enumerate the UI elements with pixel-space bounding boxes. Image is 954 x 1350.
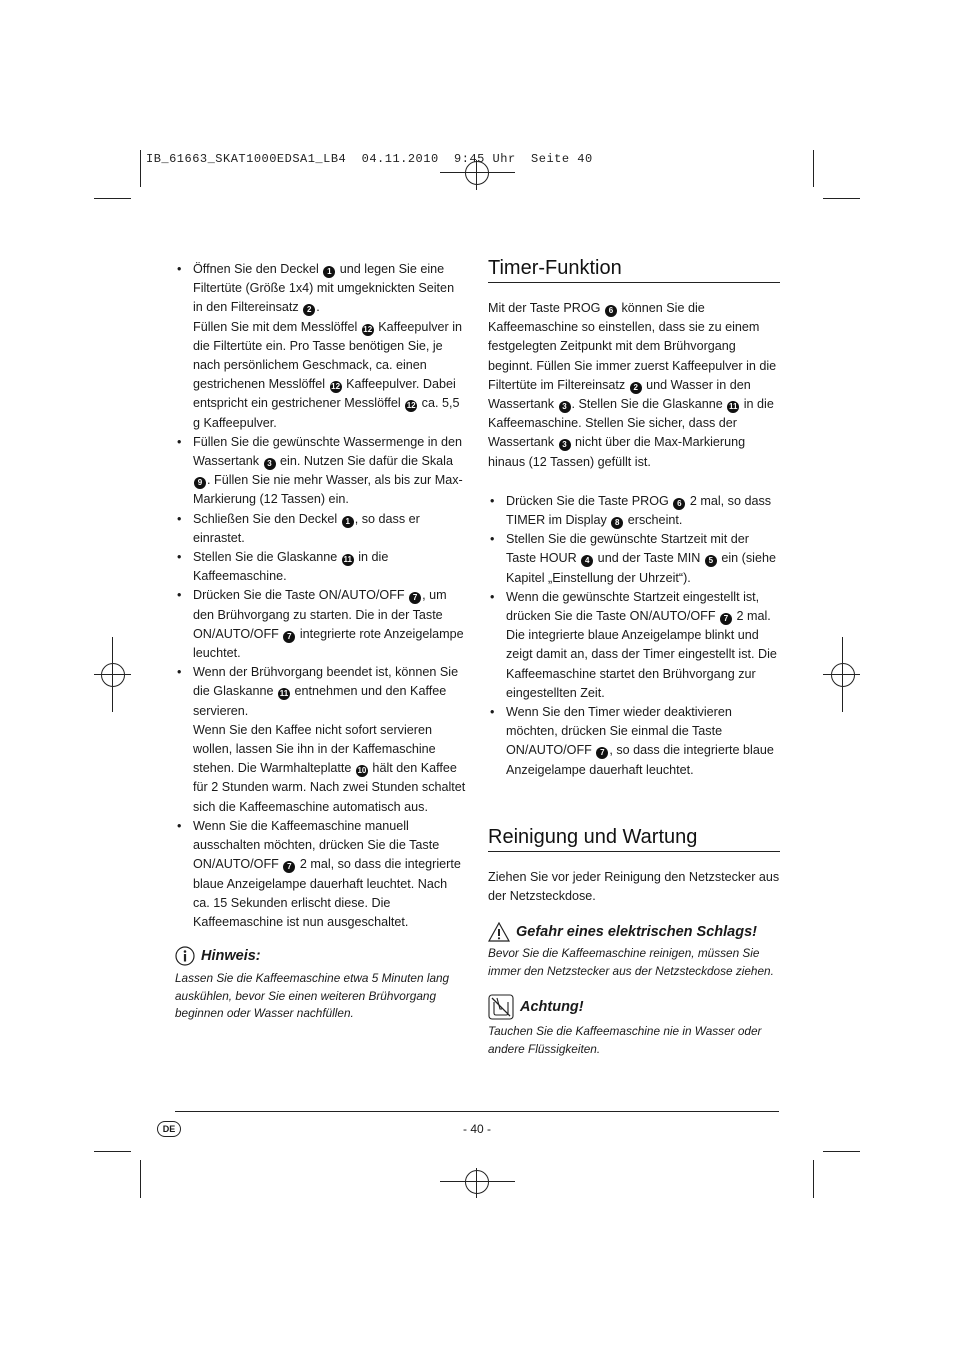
reference-number: 1 (323, 266, 335, 278)
reference-number: 1 (342, 516, 354, 528)
crop-mark (140, 150, 141, 187)
print-header: IB_61663_SKAT1000EDSA1_LB4 04.11.2010 9:45 Uhr Seite 40 (146, 152, 593, 166)
hinweis-title: Hinweis: (175, 946, 467, 966)
reference-number: 3 (559, 401, 571, 413)
list-item: • Wenn Sie die Kaffeemaschine manuell ausschalten möchten, drücken Sie die Taste ON/AUTO/OFF 7 2 mal, so dass die integrierte blaue Anzeigelampe dauerhaft leuchtet. Nach ca. 15 Sekunden erlischt diese. Die Kaffeemaschine ist nun ausgeschaltet. (175, 817, 467, 932)
list-item: • Stellen Sie die Glaskanne 11 in die Kaffeemaschine. (175, 548, 467, 586)
reference-number: 12 (406, 401, 416, 411)
reference-number: 7 (720, 613, 732, 625)
reference-number: 6 (605, 305, 617, 317)
list-item: • Stellen Sie die gewünschte Startzeit mit der Taste HOUR 4 und der Taste MIN 5 ein (siehe Kapitel „Einstellung der Uhrzeit“). (488, 530, 780, 588)
list-item: • Füllen Sie die gewünschte Wassermenge in den Wassertank 3 ein. Nutzen Sie dafür die Skala 9 . Füllen Sie nie mehr Wasser, als bis zur Max-Markierung (12 Tassen) ein. (175, 433, 467, 510)
warning-text: Bevor Sie die Kaffeemaschine reinigen, müssen Sie immer den Netzstecker aus der Netzsteckdose ziehen. (488, 946, 774, 978)
hinweis-text: Lassen Sie die Kaffeemaschine etwa 5 Minuten lang auskühlen, bevor Sie einen weiteren Brühvorgang beginnen oder Wasser nachfüllen. (175, 971, 450, 1021)
reference-number: 11 (343, 555, 352, 565)
list-item: • Drücken Sie die Taste PROG 6 2 mal, so dass TIMER im Display 8 erscheint. (488, 492, 780, 530)
list-item: • Schließen Sie den Deckel 1 , so dass er einrastet. (175, 510, 467, 548)
crop-mark (823, 198, 860, 199)
reference-number: 8 (611, 517, 623, 529)
list-item: • Wenn die gewünschte Startzeit eingestellt ist, drücken Sie die Taste ON/AUTO/OFF 7 2 mal. Die integrierte blaue Anzeigelampe blinkt und zeigt damit an, dass der Timer eingestellt ist. Die Kaffeemaschine startet den Brühvorgang zur eingestellten Zeit. (488, 588, 780, 703)
reference-number: 2 (630, 382, 642, 394)
reference-number: 12 (331, 382, 341, 392)
crop-mark (813, 1160, 814, 1198)
warning-triangle-icon (488, 922, 510, 942)
reference-number: 4 (581, 555, 593, 567)
reference-number: 5 (705, 555, 717, 567)
timer-intro: Mit der Taste PROG 6 können Sie die Kaffeemaschine so einstellen, dass sie zu einem festgelegten Zeitpunkt mit dem Brühvorgang beginnt. Füllen Sie immer zuerst Kaffeepulver in die Filtertüte im Filtereinsatz 2 und Wasser in den Wassertank 3 . Stellen Sie die Glaskanne 11 in die Kaffeemaschine. Stellen Sie sicher, dass der Wassertank 3 nicht über die Max-Markierung hinaus (12 Tassen) gefüllt ist. (488, 301, 777, 469)
list-item-continuation: Wenn Sie den Kaffee nicht sofort servieren wollen, lassen Sie ihn in der Kaffemaschine stehen. Die Warmhalteplatte 10 hält den Kaffee für 2 Stunden warm. Nach zwei Stunden schaltet sich die Kaffeemaschine automatisch aus. (193, 722, 466, 814)
footer-divider (175, 1111, 779, 1112)
reference-number: 10 (357, 766, 367, 776)
crop-mark (823, 1151, 860, 1152)
caution-title: Achtung! (488, 994, 780, 1020)
registration-circle (101, 663, 125, 687)
timer-steps-list (488, 492, 780, 780)
registration-circle (465, 1170, 489, 1194)
reference-number: 2 (303, 304, 315, 316)
no-water-immersion-icon (488, 994, 514, 1020)
info-icon (175, 946, 195, 966)
list-item: • Öffnen Sie den Deckel 1 und legen Sie eine Filtertüte (Größe 1x4) mit umgeknickten Seiten in den Filtereinsatz 2 . Füllen Sie mit dem Messlöffel 12 Kaffeepulver in die Filtertüte ein. Pro Tasse benötigen Sie, je nach persönlichem Geschmack, ca. einen gestrichenen Messlöffel 12 Kaffeepulver. Dabei entspricht ein gestrichener Messlöffel 12 ca. 5,5 g Kaffeepulver. (175, 260, 467, 433)
crop-mark (813, 150, 814, 187)
list-item: • Drücken Sie die Taste ON/AUTO/OFF 7 , um den Brühvorgang zu starten. Die in der Taste ON/AUTO/OFF 7 integrierte rote Anzeigelampe leuchtet. (175, 586, 467, 663)
reference-number: 9 (194, 477, 206, 489)
reference-number: 12 (363, 324, 373, 334)
reference-number: 7 (596, 747, 608, 759)
warning-title: Gefahr eines elektrischen Schlags! (488, 922, 780, 942)
reference-number: 3 (264, 458, 276, 470)
reference-number: 7 (283, 631, 295, 643)
caution-text: Tauchen Sie die Kaffeemaschine nie in Wasser oder andere Flüssigkeiten. (488, 1024, 762, 1056)
page-number: - 40 - (462, 1122, 491, 1136)
crop-mark (94, 1151, 131, 1152)
list-item: • Wenn Sie den Timer wieder deaktivieren möchten, drücken Sie einmal die Taste ON/AUTO/OFF 7 , so dass die integrierte blaue Anzeigelampe dauerhaft leuchtet. (488, 703, 780, 780)
cleaning-intro: Ziehen Sie vor jeder Reinigung den Netzstecker aus der Netzsteckdose. (488, 869, 780, 904)
crop-mark (140, 1160, 141, 1198)
reference-number: 7 (283, 861, 295, 873)
section-title-cleaning: Reinigung und Wartung (488, 824, 780, 852)
reference-number: 11 (729, 402, 738, 412)
list-item: • Wenn der Brühvorgang beendet ist, können Sie die Glaskanne 11 entnehmen und den Kaffee servieren. Wenn Sie den Kaffee nicht sofort servieren wollen, lassen Sie ihn in der Kaffemaschine stehen. Die Warmhalteplatte 10 hält den Kaffee für 2 Stunden warm. Nach zwei Stunden schaltet sich die Kaffeemaschine automatisch aus. (175, 663, 467, 817)
reference-number: 7 (409, 592, 421, 604)
registration-circle (831, 663, 855, 687)
crop-mark (94, 198, 131, 199)
right-column (488, 255, 780, 1058)
list-item-continuation: Füllen Sie mit dem Messlöffel 12 Kaffeepulver in die Filtertüte ein. Pro Tasse benötigen Sie, je nach persönlichem Geschmack, ca. einen gestrichenen Messlöffel 12 Kaffeepulver. Dabei entspricht ein gestrichener Messlöffel 12 ca. 5,5 g Kaffeepulver. (193, 319, 463, 430)
reference-number: 3 (559, 439, 571, 451)
left-column (175, 260, 467, 1023)
instruction-list (175, 260, 467, 932)
section-title-timer: Timer-Funktion (488, 255, 780, 283)
reference-number: 11 (279, 689, 289, 699)
language-badge: DE (157, 1121, 181, 1137)
reference-number: 6 (673, 498, 685, 510)
